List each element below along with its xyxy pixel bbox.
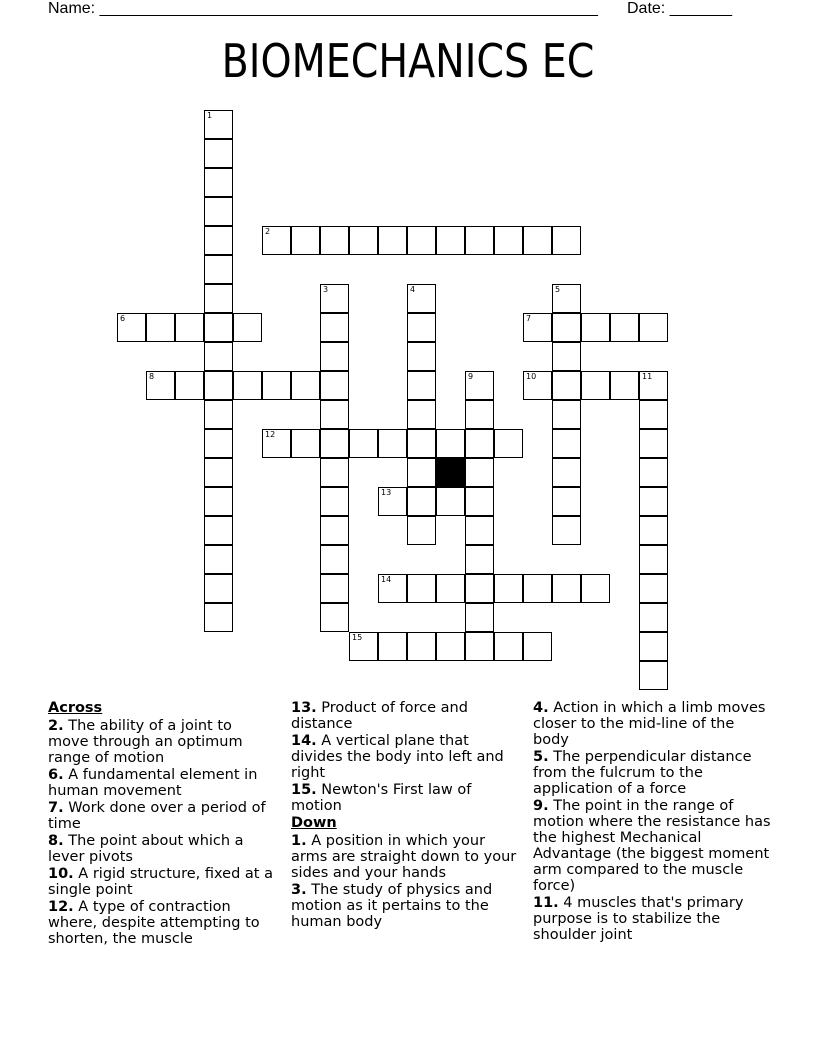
clue-text: Action in which a limb moves closer to the mid-line of the body [533, 700, 766, 748]
grid-cell[interactable] [175, 313, 204, 342]
grid-cell[interactable] [465, 226, 494, 255]
clue-text: The point about which a lever pivots [48, 833, 244, 865]
clue-across-2 [48, 718, 276, 766]
clue-number-label: 4 [410, 285, 416, 294]
clue-number: 10. [48, 866, 74, 882]
grid-cell[interactable] [233, 313, 262, 342]
grid-cell[interactable] [320, 226, 349, 255]
clue-number-label: 15 [352, 633, 363, 642]
clue-across-7 [48, 800, 276, 832]
clues-column-3 [533, 700, 771, 944]
grid-cell[interactable] [378, 487, 407, 516]
grid-cell[interactable] [320, 458, 349, 487]
grid-cell[interactable] [175, 371, 204, 400]
grid-cell[interactable] [262, 226, 291, 255]
grid-cell[interactable] [262, 429, 291, 458]
grid-cell[interactable] [407, 371, 436, 400]
grid-cell[interactable] [465, 632, 494, 661]
grid-cell[interactable] [552, 400, 581, 429]
grid-cell[interactable] [465, 400, 494, 429]
grid-cell[interactable] [407, 574, 436, 603]
grid-cell[interactable] [494, 574, 523, 603]
grid-cell[interactable] [639, 632, 668, 661]
grid-cell[interactable] [552, 458, 581, 487]
grid-cell[interactable] [407, 632, 436, 661]
grid-cell[interactable] [639, 313, 668, 342]
grid-cell[interactable] [320, 603, 349, 632]
clue-number: 2. [48, 718, 64, 734]
grid-cell[interactable] [639, 458, 668, 487]
clue-number: 1. [291, 833, 307, 849]
grid-cell[interactable] [436, 632, 465, 661]
clue-number-label: 8 [149, 372, 155, 381]
grid-cell[interactable] [552, 226, 581, 255]
clue-text: Product of force and distance [291, 700, 468, 732]
grid-cell[interactable] [523, 371, 552, 400]
grid-cell[interactable] [552, 284, 581, 313]
grid-cell[interactable] [407, 487, 436, 516]
grid-cell[interactable] [407, 342, 436, 371]
grid-cell[interactable] [204, 603, 233, 632]
clue-text: A vertical plane that divides the body into left and right [291, 733, 504, 781]
grid-cell[interactable] [291, 429, 320, 458]
grid-cell[interactable] [494, 429, 523, 458]
grid-cell[interactable] [146, 371, 175, 400]
grid-cell[interactable] [552, 574, 581, 603]
grid-cell[interactable] [465, 371, 494, 400]
grid-cell[interactable] [610, 313, 639, 342]
clue-down-3 [291, 882, 523, 930]
grid-cell[interactable] [639, 603, 668, 632]
grid-cell[interactable] [204, 545, 233, 574]
clue-number-label: 9 [468, 372, 474, 381]
grid-cell[interactable] [320, 429, 349, 458]
clue-number-label: 5 [555, 285, 561, 294]
grid-cell[interactable] [436, 429, 465, 458]
clue-down-11 [533, 895, 771, 943]
grid-cell[interactable] [552, 487, 581, 516]
grid-cell[interactable] [639, 574, 668, 603]
clue-number-label: 6 [120, 314, 126, 323]
down-heading: Down [291, 815, 337, 831]
grid-cell[interactable] [204, 400, 233, 429]
clue-number-label: 10 [526, 372, 537, 381]
grid-cell[interactable] [204, 458, 233, 487]
clue-number: 13. [291, 700, 317, 716]
grid-cell[interactable] [523, 226, 552, 255]
grid-cell[interactable] [465, 458, 494, 487]
clue-number: 14. [291, 733, 317, 749]
grid-cell[interactable] [378, 632, 407, 661]
grid-cell[interactable] [465, 574, 494, 603]
grid-cell[interactable] [465, 603, 494, 632]
clue-number: 11. [533, 895, 559, 911]
grid-cell[interactable] [436, 487, 465, 516]
grid-cell[interactable] [407, 284, 436, 313]
clue-text: A type of contraction where, despite attempting to shorten, the muscle [48, 899, 260, 947]
grid-cell[interactable] [552, 429, 581, 458]
clue-number: 15. [291, 782, 317, 798]
clue-text: The perpendicular distance from the fulcrum to the application of a force [533, 749, 752, 797]
grid-cell[interactable] [523, 632, 552, 661]
grid-cell[interactable] [320, 516, 349, 545]
grid-cell[interactable] [552, 313, 581, 342]
grid-cell[interactable] [204, 574, 233, 603]
grid-cell[interactable] [320, 400, 349, 429]
grid-cell[interactable] [581, 574, 610, 603]
page-title: BIOMECHANICS EC [221, 34, 595, 88]
clue-number: 6. [48, 767, 64, 783]
clue-down-9 [533, 798, 771, 894]
grid-cell[interactable] [639, 516, 668, 545]
grid-cell[interactable] [320, 284, 349, 313]
grid-cell[interactable] [204, 226, 233, 255]
grid-cell[interactable] [320, 313, 349, 342]
grid-cell[interactable] [639, 661, 668, 690]
grid-cell[interactable] [320, 371, 349, 400]
name-label: Name: ________________________________________________________ [48, 0, 598, 17]
grid-cell[interactable] [378, 574, 407, 603]
grid-cell[interactable] [320, 574, 349, 603]
grid-cell[interactable] [523, 574, 552, 603]
grid-cell[interactable] [320, 545, 349, 574]
clue-number-label: 2 [265, 227, 271, 236]
grid-cell[interactable] [204, 197, 233, 226]
clue-number-label: 14 [381, 575, 392, 584]
grid-cell[interactable] [204, 139, 233, 168]
clue-number-label: 3 [323, 285, 329, 294]
grid-cell[interactable] [204, 487, 233, 516]
grid-cell[interactable] [465, 516, 494, 545]
grid-cell[interactable] [436, 574, 465, 603]
grid-cell[interactable] [349, 429, 378, 458]
clue-text: The point in the range of motion where the resistance has the highest Mechanical Advantage (the biggest moment arm compared to the muscle force) [533, 798, 771, 894]
grid-cell[interactable] [320, 487, 349, 516]
grid-cell[interactable] [349, 632, 378, 661]
clue-number: 5. [533, 749, 549, 765]
clue-across-15 [291, 782, 523, 814]
grid-cell[interactable] [436, 226, 465, 255]
grid-cell[interactable] [639, 487, 668, 516]
clue-text: 4 muscles that's primary purpose is to stabilize the shoulder joint [533, 895, 744, 943]
clue-text: Work done over a period of time [48, 800, 266, 832]
grid-cell[interactable] [204, 313, 233, 342]
grid-cell[interactable] [233, 371, 262, 400]
grid-cell[interactable] [117, 313, 146, 342]
grid-cell[interactable] [552, 371, 581, 400]
clue-across-10 [48, 866, 276, 898]
clue-text: The study of physics and motion as it pertains to the human body [291, 882, 493, 930]
clues-column-2 [291, 700, 523, 931]
clue-text: The ability of a joint to move through an optimum range of motion [48, 718, 243, 766]
clue-down-5 [533, 749, 771, 797]
grid-cell[interactable] [581, 313, 610, 342]
clue-number-label: 13 [381, 488, 392, 497]
grid-cell[interactable] [407, 313, 436, 342]
across-heading: Across [48, 700, 103, 716]
clue-number: 9. [533, 798, 549, 814]
grid-cell[interactable] [320, 342, 349, 371]
clue-text: A fundamental element in human movement [48, 767, 258, 799]
grid-cell[interactable] [465, 487, 494, 516]
clue-down-4 [533, 700, 771, 748]
clue-down-1 [291, 833, 523, 881]
grid-cell[interactable] [407, 458, 436, 487]
grid-cell[interactable] [204, 284, 233, 313]
grid-cell[interactable] [639, 429, 668, 458]
grid-cell[interactable] [407, 516, 436, 545]
clue-text: Newton's First law of motion [291, 782, 472, 814]
date-label: Date: _______ [627, 0, 732, 17]
grid-cell[interactable] [204, 371, 233, 400]
grid-cell[interactable] [204, 342, 233, 371]
grid-cell[interactable] [407, 400, 436, 429]
grid-cell[interactable] [494, 226, 523, 255]
clue-number: 12. [48, 899, 74, 915]
clues-column-1 [48, 700, 276, 948]
clue-number: 7. [48, 800, 64, 816]
grid-cell[interactable] [639, 371, 668, 400]
clue-text: A rigid structure, fixed at a single point [48, 866, 273, 898]
clue-number-label: 11 [642, 372, 653, 381]
grid-cell[interactable] [378, 429, 407, 458]
clue-across-6 [48, 767, 276, 799]
grid-cell[interactable] [204, 110, 233, 139]
grid-cell[interactable] [552, 516, 581, 545]
grid-cell[interactable] [581, 371, 610, 400]
grid-cell[interactable] [349, 226, 378, 255]
clue-number: 3. [291, 882, 307, 898]
clue-across-8 [48, 833, 276, 865]
grid-cell[interactable] [291, 371, 320, 400]
grid-cell[interactable] [465, 545, 494, 574]
grid-cell[interactable] [523, 313, 552, 342]
clue-across-13 [291, 700, 523, 732]
grid-cell[interactable] [552, 342, 581, 371]
clue-number: 8. [48, 833, 64, 849]
clue-number-label: 7 [526, 314, 532, 323]
grid-cell[interactable] [494, 632, 523, 661]
clue-number-label: 12 [265, 430, 276, 439]
grid-cell[interactable] [291, 226, 320, 255]
grid-cell[interactable] [378, 226, 407, 255]
clue-text: A position in which your arms are straight down to your sides and your hands [291, 833, 517, 881]
grid-cell[interactable] [639, 400, 668, 429]
grid-cell[interactable] [204, 429, 233, 458]
grid-cell[interactable] [639, 545, 668, 574]
clue-across-14 [291, 733, 523, 781]
grid-cell[interactable] [407, 429, 436, 458]
grid-cell[interactable] [610, 371, 639, 400]
grid-cell[interactable] [204, 168, 233, 197]
grid-cell[interactable] [204, 255, 233, 284]
grid-cell[interactable] [146, 313, 175, 342]
grid-cell[interactable] [204, 516, 233, 545]
grid-cell[interactable] [465, 429, 494, 458]
grid-cell[interactable] [262, 371, 291, 400]
clue-number: 4. [533, 700, 549, 716]
clue-number-label: 1 [207, 111, 213, 120]
clue-across-12 [48, 899, 276, 947]
black-cell [436, 458, 465, 487]
grid-cell[interactable] [407, 226, 436, 255]
